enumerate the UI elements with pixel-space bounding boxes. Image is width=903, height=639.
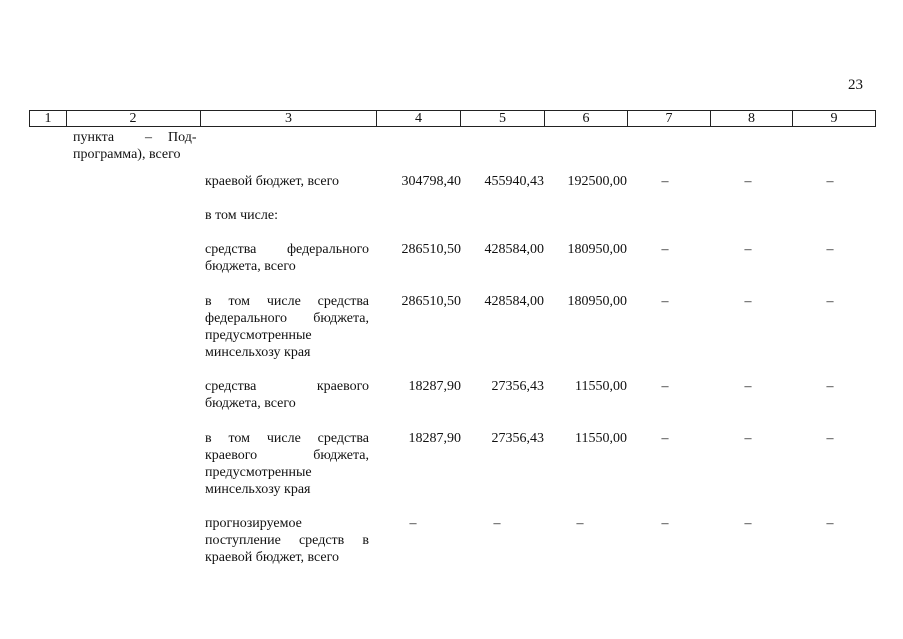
- row0-c9: –: [826, 174, 834, 189]
- col2-line2: программа), всего: [73, 147, 181, 162]
- row2-c9: –: [826, 242, 834, 257]
- row4-c6: 11550,00: [575, 379, 627, 394]
- row3-c6: 180950,00: [567, 294, 627, 309]
- row0-c6: 192500,00: [567, 174, 627, 189]
- row5-c4: 18287,90: [408, 431, 461, 446]
- row3-c5: 428584,00: [484, 294, 544, 309]
- row6-c5: –: [493, 516, 501, 531]
- header-cell-6: 6: [545, 110, 628, 127]
- col2-word-1: пункта: [73, 130, 115, 145]
- row6-c9: –: [826, 516, 834, 531]
- row-label-regional-funds: средства краевого бюджета, всего: [205, 379, 369, 411]
- header-cell-5: 5: [461, 110, 545, 127]
- header-cell-2: 2: [66, 110, 201, 127]
- row0-c4: 304798,40: [401, 174, 461, 189]
- row-label-forecast-income: прогнозируемое поступление средств в краевой бюджет, всего: [205, 516, 369, 565]
- row2-c7: –: [661, 242, 669, 257]
- table-header-row: [29, 110, 876, 127]
- row6-c6: –: [576, 516, 584, 531]
- row5-c7: –: [661, 431, 669, 446]
- row2-c5: 428584,00: [484, 242, 544, 257]
- header-cell-9: 9: [793, 110, 876, 127]
- row-label-federal-funds-ministry: в том числе средства федерального бюджета, предусмотренные минсельхозу края: [205, 294, 369, 360]
- row5-c9: –: [826, 431, 834, 446]
- row3-c8: –: [744, 294, 752, 309]
- row5-c8: –: [744, 431, 752, 446]
- row-label-including: в том числе:: [205, 208, 278, 223]
- row2-c8: –: [744, 242, 752, 257]
- row5-c6: 11550,00: [575, 431, 627, 446]
- header-cell-8: 8: [711, 110, 793, 127]
- col2-word-2: –: [145, 130, 152, 145]
- row4-c7: –: [661, 379, 669, 394]
- row0-c5: 455940,43: [484, 174, 544, 189]
- row-label-federal-funds: средства федерального бюджета, всего: [205, 242, 369, 274]
- row-label-regional-funds-ministry: в том числе средства краевого бюджета, предусмотренные минсельхозу края: [205, 431, 369, 497]
- row4-c8: –: [744, 379, 752, 394]
- row2-c6: 180950,00: [567, 242, 627, 257]
- row4-c4: 18287,90: [408, 379, 461, 394]
- row6-c8: –: [744, 516, 752, 531]
- page-number: 23: [848, 77, 863, 93]
- header-cell-4: 4: [377, 110, 461, 127]
- row0-c7: –: [661, 174, 669, 189]
- header-cell-1: 1: [29, 110, 67, 127]
- row3-c7: –: [661, 294, 669, 309]
- row6-c7: –: [661, 516, 669, 531]
- header-cell-3: 3: [201, 110, 377, 127]
- header-cell-7: 7: [628, 110, 711, 127]
- row2-c4: 286510,50: [401, 242, 461, 257]
- row5-c5: 27356,43: [491, 431, 544, 446]
- col2-word-3: Под-: [168, 130, 197, 145]
- row-label-regional-budget: краевой бюджет, всего: [205, 174, 340, 189]
- row6-c4: –: [409, 516, 417, 531]
- row3-c9: –: [826, 294, 834, 309]
- row4-c5: 27356,43: [491, 379, 544, 394]
- row4-c9: –: [826, 379, 834, 394]
- row3-c4: 286510,50: [401, 294, 461, 309]
- row0-c8: –: [744, 174, 752, 189]
